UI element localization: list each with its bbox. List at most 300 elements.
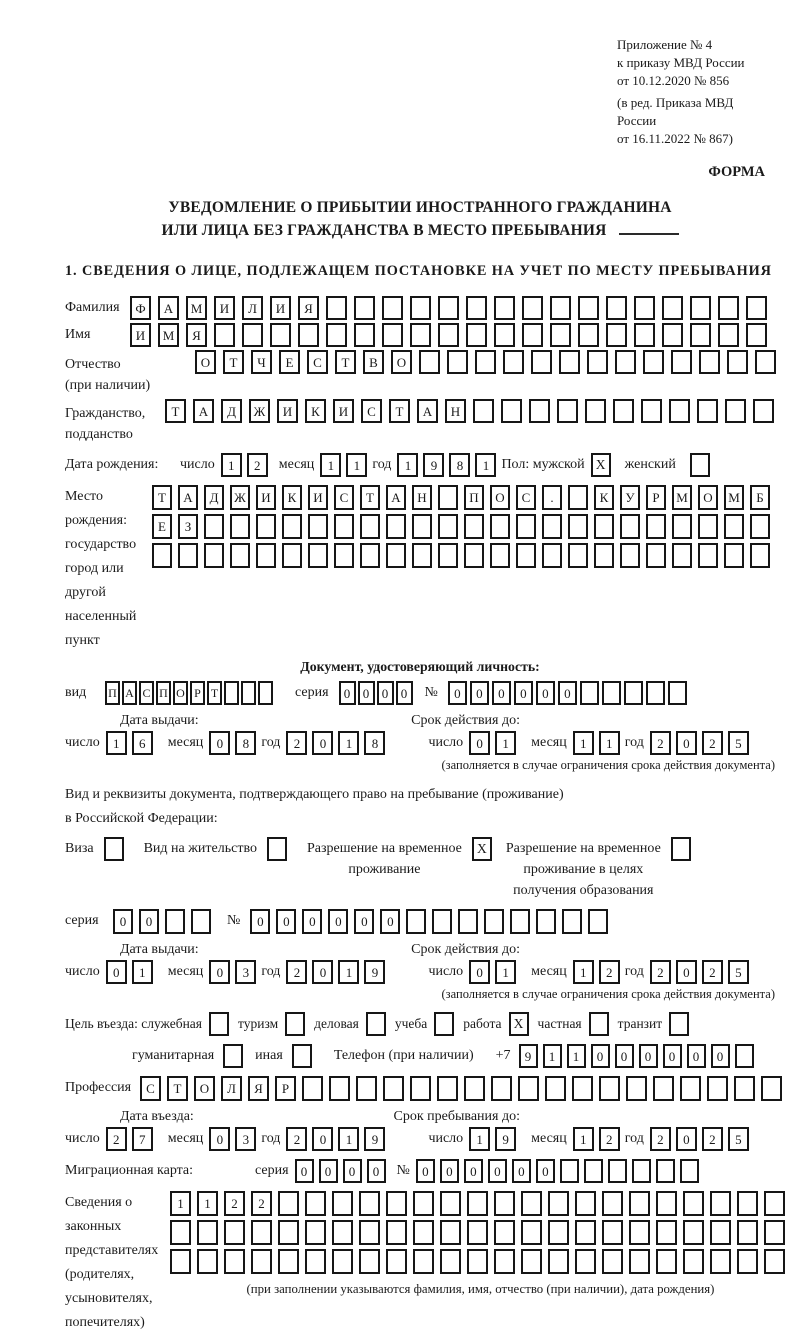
char-cell[interactable]: 5 — [728, 960, 749, 984]
char-cell[interactable] — [734, 1076, 755, 1101]
char-cell[interactable] — [578, 296, 599, 320]
char-cell[interactable]: К — [282, 485, 302, 510]
char-cell[interactable]: 1 — [573, 960, 594, 984]
char-cell[interactable]: Ж — [249, 399, 270, 423]
char-cell[interactable] — [464, 543, 484, 568]
char-cell[interactable] — [542, 543, 562, 568]
char-cell[interactable] — [501, 399, 522, 423]
char-cell[interactable]: Е — [152, 514, 172, 539]
char-cell[interactable] — [466, 323, 487, 347]
char-cell[interactable] — [191, 909, 211, 934]
char-cell[interactable] — [256, 543, 276, 568]
char-cell[interactable] — [165, 909, 185, 934]
char-cell[interactable] — [562, 909, 582, 934]
char-cell[interactable] — [360, 543, 380, 568]
char-cell[interactable]: 0 — [139, 909, 159, 934]
char-cell[interactable] — [413, 1249, 434, 1274]
entry-day-cells[interactable] — [106, 1127, 158, 1151]
permit-series-cells[interactable] — [113, 909, 217, 934]
char-cell[interactable] — [412, 543, 432, 568]
char-cell[interactable]: К — [305, 399, 326, 423]
sex-female-checkbox[interactable] — [690, 453, 710, 477]
purpose-tourism-checkbox[interactable] — [285, 1012, 305, 1036]
char-cell[interactable] — [334, 543, 354, 568]
doc-issue-year-cells[interactable] — [286, 731, 390, 755]
char-cell[interactable] — [516, 543, 536, 568]
char-cell[interactable] — [707, 1076, 728, 1101]
char-cell[interactable]: 0 — [113, 909, 133, 934]
char-cell[interactable]: Я — [248, 1076, 269, 1101]
char-cell[interactable]: 0 — [380, 909, 400, 934]
char-cell[interactable] — [518, 1076, 539, 1101]
char-cell[interactable] — [282, 514, 302, 539]
char-cell[interactable] — [680, 1076, 701, 1101]
char-cell[interactable]: 0 — [639, 1044, 658, 1068]
char-cell[interactable] — [710, 1220, 731, 1245]
char-cell[interactable] — [383, 1076, 404, 1101]
permit-issue-year-cells[interactable] — [286, 960, 390, 984]
char-cell[interactable] — [753, 399, 774, 423]
doc-valid-year-cells[interactable] — [650, 731, 754, 755]
char-cell[interactable] — [599, 1076, 620, 1101]
char-cell[interactable]: 0 — [470, 681, 489, 705]
char-cell[interactable]: Т — [360, 485, 380, 510]
char-cell[interactable]: 0 — [676, 960, 697, 984]
char-cell[interactable] — [690, 296, 711, 320]
char-cell[interactable] — [440, 1220, 461, 1245]
char-cell[interactable]: 0 — [536, 681, 555, 705]
char-cell[interactable] — [536, 909, 556, 934]
char-cell[interactable] — [683, 1191, 704, 1216]
char-cell[interactable]: Р — [190, 681, 205, 705]
char-cell[interactable]: 0 — [464, 1159, 483, 1183]
char-cell[interactable] — [382, 323, 403, 347]
char-cell[interactable] — [170, 1220, 191, 1245]
char-cell[interactable] — [620, 514, 640, 539]
char-cell[interactable] — [710, 1191, 731, 1216]
char-cell[interactable]: М — [724, 485, 744, 510]
char-cell[interactable]: 0 — [339, 681, 356, 705]
char-cell[interactable] — [672, 543, 692, 568]
char-cell[interactable]: П — [156, 681, 171, 705]
char-cell[interactable] — [737, 1220, 758, 1245]
char-cell[interactable]: 1 — [543, 1044, 562, 1068]
char-cell[interactable] — [653, 1076, 674, 1101]
temp-permit-edu-checkbox[interactable] — [671, 837, 691, 861]
char-cell[interactable] — [224, 1249, 245, 1274]
char-cell[interactable] — [490, 514, 510, 539]
char-cell[interactable]: 3 — [235, 960, 256, 984]
char-cell[interactable]: П — [105, 681, 120, 705]
char-cell[interactable]: А — [193, 399, 214, 423]
char-cell[interactable]: 8 — [364, 731, 385, 755]
char-cell[interactable]: 0 — [295, 1159, 314, 1183]
char-cell[interactable] — [669, 399, 690, 423]
char-cell[interactable]: 9 — [364, 960, 385, 984]
char-cell[interactable]: 0 — [448, 681, 467, 705]
char-cell[interactable] — [746, 296, 767, 320]
char-cell[interactable] — [602, 1249, 623, 1274]
stay-month-cells[interactable] — [573, 1127, 625, 1151]
char-cell[interactable] — [671, 350, 692, 374]
char-cell[interactable] — [432, 909, 452, 934]
char-cell[interactable] — [725, 399, 746, 423]
char-cell[interactable] — [683, 1220, 704, 1245]
char-cell[interactable] — [386, 543, 406, 568]
char-cell[interactable] — [484, 909, 504, 934]
char-cell[interactable] — [503, 350, 524, 374]
char-cell[interactable]: 2 — [599, 960, 620, 984]
char-cell[interactable] — [282, 543, 302, 568]
char-cell[interactable] — [326, 323, 347, 347]
char-cell[interactable]: 2 — [286, 731, 307, 755]
char-cell[interactable] — [672, 514, 692, 539]
given-name-cells[interactable] — [130, 323, 774, 347]
char-cell[interactable]: 1 — [197, 1191, 218, 1216]
char-cell[interactable]: 5 — [728, 731, 749, 755]
char-cell[interactable] — [359, 1191, 380, 1216]
char-cell[interactable] — [572, 1076, 593, 1101]
char-cell[interactable]: 1 — [346, 453, 367, 477]
char-cell[interactable]: Н — [445, 399, 466, 423]
char-cell[interactable] — [359, 1220, 380, 1245]
char-cell[interactable] — [575, 1191, 596, 1216]
char-cell[interactable] — [594, 543, 614, 568]
doc-issue-month-cells[interactable] — [209, 731, 261, 755]
char-cell[interactable] — [737, 1249, 758, 1274]
profession-cells[interactable] — [140, 1076, 788, 1101]
char-cell[interactable]: Т — [389, 399, 410, 423]
char-cell[interactable] — [724, 543, 744, 568]
char-cell[interactable] — [568, 514, 588, 539]
char-cell[interactable] — [548, 1220, 569, 1245]
patronymic-cells[interactable] — [195, 350, 783, 374]
char-cell[interactable] — [608, 1159, 627, 1183]
char-cell[interactable]: 3 — [235, 1127, 256, 1151]
char-cell[interactable]: Т — [152, 485, 172, 510]
purpose-other-checkbox[interactable] — [292, 1044, 312, 1068]
char-cell[interactable] — [521, 1191, 542, 1216]
char-cell[interactable] — [602, 1220, 623, 1245]
char-cell[interactable] — [656, 1249, 677, 1274]
char-cell[interactable] — [568, 543, 588, 568]
char-cell[interactable] — [494, 1220, 515, 1245]
char-cell[interactable]: 0 — [536, 1159, 555, 1183]
char-cell[interactable]: 9 — [364, 1127, 385, 1151]
char-cell[interactable] — [710, 1249, 731, 1274]
char-cell[interactable] — [278, 1220, 299, 1245]
char-cell[interactable] — [440, 1249, 461, 1274]
permit-number-cells[interactable] — [250, 909, 614, 934]
char-cell[interactable] — [683, 1249, 704, 1274]
char-cell[interactable] — [624, 681, 643, 705]
char-cell[interactable] — [308, 543, 328, 568]
char-cell[interactable]: 0 — [687, 1044, 706, 1068]
char-cell[interactable] — [170, 1249, 191, 1274]
char-cell[interactable] — [251, 1249, 272, 1274]
char-cell[interactable]: 0 — [512, 1159, 531, 1183]
char-cell[interactable] — [516, 514, 536, 539]
reps-cells-row-2[interactable] — [170, 1220, 791, 1245]
char-cell[interactable] — [382, 296, 403, 320]
char-cell[interactable]: 8 — [449, 453, 470, 477]
char-cell[interactable] — [646, 681, 665, 705]
temp-permit-checkbox[interactable]: X — [472, 837, 492, 861]
char-cell[interactable]: 6 — [132, 731, 153, 755]
char-cell[interactable] — [410, 296, 431, 320]
char-cell[interactable] — [764, 1191, 785, 1216]
char-cell[interactable]: В — [363, 350, 384, 374]
char-cell[interactable] — [521, 1249, 542, 1274]
char-cell[interactable]: 0 — [209, 960, 230, 984]
char-cell[interactable]: А — [158, 296, 179, 320]
char-cell[interactable] — [406, 909, 426, 934]
char-cell[interactable] — [656, 1220, 677, 1245]
char-cell[interactable] — [668, 681, 687, 705]
char-cell[interactable]: У — [620, 485, 640, 510]
char-cell[interactable]: 0 — [676, 731, 697, 755]
char-cell[interactable]: Н — [412, 485, 432, 510]
char-cell[interactable]: 0 — [328, 909, 348, 934]
char-cell[interactable] — [230, 514, 250, 539]
char-cell[interactable] — [354, 323, 375, 347]
char-cell[interactable] — [438, 296, 459, 320]
char-cell[interactable] — [557, 399, 578, 423]
char-cell[interactable] — [419, 350, 440, 374]
char-cell[interactable]: 0 — [676, 1127, 697, 1151]
char-cell[interactable] — [329, 1076, 350, 1101]
stay-day-cells[interactable] — [469, 1127, 521, 1151]
citizenship-cells[interactable] — [165, 399, 781, 423]
char-cell[interactable] — [602, 1191, 623, 1216]
pob-cells-row-2[interactable] — [152, 514, 776, 539]
char-cell[interactable]: 1 — [495, 960, 516, 984]
char-cell[interactable] — [656, 1159, 675, 1183]
doc-issue-day-cells[interactable] — [106, 731, 158, 755]
char-cell[interactable] — [568, 485, 588, 510]
char-cell[interactable]: 2 — [702, 731, 723, 755]
char-cell[interactable]: 8 — [235, 731, 256, 755]
char-cell[interactable] — [634, 296, 655, 320]
char-cell[interactable] — [256, 514, 276, 539]
char-cell[interactable] — [646, 543, 666, 568]
char-cell[interactable] — [438, 323, 459, 347]
char-cell[interactable]: 0 — [358, 681, 375, 705]
char-cell[interactable]: Т — [165, 399, 186, 423]
doc-kind-cells[interactable] — [105, 681, 275, 705]
char-cell[interactable]: 2 — [650, 960, 671, 984]
migcard-series-cells[interactable] — [295, 1159, 391, 1183]
char-cell[interactable]: 2 — [650, 731, 671, 755]
char-cell[interactable] — [467, 1191, 488, 1216]
char-cell[interactable]: 0 — [209, 1127, 230, 1151]
char-cell[interactable]: И — [277, 399, 298, 423]
char-cell[interactable]: Ч — [251, 350, 272, 374]
char-cell[interactable]: 2 — [286, 960, 307, 984]
char-cell[interactable] — [594, 514, 614, 539]
purpose-official-checkbox[interactable] — [209, 1012, 229, 1036]
char-cell[interactable]: И — [130, 323, 151, 347]
char-cell[interactable] — [522, 296, 543, 320]
char-cell[interactable]: 1 — [170, 1191, 191, 1216]
doc-valid-month-cells[interactable] — [573, 731, 625, 755]
char-cell[interactable] — [662, 323, 683, 347]
char-cell[interactable]: Ж — [230, 485, 250, 510]
char-cell[interactable]: 0 — [591, 1044, 610, 1068]
char-cell[interactable]: 2 — [702, 960, 723, 984]
char-cell[interactable]: 0 — [615, 1044, 634, 1068]
char-cell[interactable]: 0 — [319, 1159, 338, 1183]
char-cell[interactable] — [466, 296, 487, 320]
char-cell[interactable]: А — [417, 399, 438, 423]
birth-day-cells[interactable] — [221, 453, 273, 477]
char-cell[interactable]: О — [391, 350, 412, 374]
char-cell[interactable]: Т — [207, 681, 222, 705]
char-cell[interactable] — [251, 1220, 272, 1245]
char-cell[interactable]: М — [672, 485, 692, 510]
purpose-transit-checkbox[interactable] — [669, 1012, 689, 1036]
char-cell[interactable] — [626, 1076, 647, 1101]
char-cell[interactable] — [278, 1191, 299, 1216]
char-cell[interactable] — [629, 1191, 650, 1216]
char-cell[interactable]: Я — [298, 296, 319, 320]
char-cell[interactable]: С — [140, 1076, 161, 1101]
char-cell[interactable] — [438, 514, 458, 539]
char-cell[interactable]: М — [186, 296, 207, 320]
char-cell[interactable]: И — [214, 296, 235, 320]
char-cell[interactable]: 0 — [416, 1159, 435, 1183]
char-cell[interactable]: А — [386, 485, 406, 510]
char-cell[interactable] — [494, 323, 515, 347]
char-cell[interactable] — [494, 1191, 515, 1216]
char-cell[interactable]: О — [173, 681, 188, 705]
char-cell[interactable] — [178, 543, 198, 568]
char-cell[interactable] — [447, 350, 468, 374]
char-cell[interactable] — [585, 399, 606, 423]
char-cell[interactable]: О — [698, 485, 718, 510]
char-cell[interactable] — [643, 350, 664, 374]
purpose-study-checkbox[interactable] — [434, 1012, 454, 1036]
char-cell[interactable] — [606, 296, 627, 320]
char-cell[interactable] — [588, 909, 608, 934]
char-cell[interactable]: Т — [167, 1076, 188, 1101]
char-cell[interactable] — [356, 1076, 377, 1101]
permit-issue-month-cells[interactable] — [209, 960, 261, 984]
char-cell[interactable] — [437, 1076, 458, 1101]
char-cell[interactable] — [214, 323, 235, 347]
char-cell[interactable]: 0 — [354, 909, 374, 934]
char-cell[interactable] — [690, 323, 711, 347]
char-cell[interactable]: 1 — [599, 731, 620, 755]
char-cell[interactable] — [494, 1249, 515, 1274]
char-cell[interactable] — [580, 681, 599, 705]
char-cell[interactable]: 1 — [320, 453, 341, 477]
char-cell[interactable]: Р — [275, 1076, 296, 1101]
surname-cells[interactable] — [130, 296, 774, 320]
char-cell[interactable]: И — [270, 296, 291, 320]
char-cell[interactable]: 0 — [276, 909, 296, 934]
char-cell[interactable]: С — [361, 399, 382, 423]
purpose-business-checkbox[interactable] — [366, 1012, 386, 1036]
entry-month-cells[interactable] — [209, 1127, 261, 1151]
entry-year-cells[interactable] — [286, 1127, 390, 1151]
char-cell[interactable]: Д — [204, 485, 224, 510]
char-cell[interactable]: 0 — [711, 1044, 730, 1068]
char-cell[interactable] — [632, 1159, 651, 1183]
char-cell[interactable] — [386, 514, 406, 539]
char-cell[interactable]: 9 — [519, 1044, 538, 1068]
char-cell[interactable]: 1 — [397, 453, 418, 477]
char-cell[interactable] — [755, 350, 776, 374]
char-cell[interactable] — [578, 323, 599, 347]
char-cell[interactable] — [410, 323, 431, 347]
char-cell[interactable]: С — [334, 485, 354, 510]
char-cell[interactable] — [550, 323, 571, 347]
char-cell[interactable] — [475, 350, 496, 374]
char-cell[interactable] — [386, 1191, 407, 1216]
char-cell[interactable]: 0 — [377, 681, 394, 705]
stay-year-cells[interactable] — [650, 1127, 754, 1151]
char-cell[interactable] — [620, 543, 640, 568]
reps-cells-row-1[interactable] — [170, 1191, 791, 1216]
char-cell[interactable] — [646, 514, 666, 539]
char-cell[interactable] — [332, 1220, 353, 1245]
char-cell[interactable]: 0 — [312, 960, 333, 984]
doc-series-cells[interactable] — [339, 681, 415, 705]
char-cell[interactable]: 2 — [650, 1127, 671, 1151]
char-cell[interactable]: П — [464, 485, 484, 510]
char-cell[interactable]: 0 — [469, 960, 490, 984]
char-cell[interactable] — [697, 399, 718, 423]
char-cell[interactable] — [560, 1159, 579, 1183]
char-cell[interactable] — [698, 514, 718, 539]
char-cell[interactable]: Я — [186, 323, 207, 347]
char-cell[interactable]: С — [307, 350, 328, 374]
char-cell[interactable] — [542, 514, 562, 539]
char-cell[interactable]: 1 — [338, 1127, 359, 1151]
char-cell[interactable]: 9 — [423, 453, 444, 477]
reps-cells-row-3[interactable] — [170, 1249, 791, 1274]
char-cell[interactable] — [761, 1076, 782, 1101]
char-cell[interactable] — [224, 681, 239, 705]
char-cell[interactable] — [440, 1191, 461, 1216]
char-cell[interactable] — [737, 1191, 758, 1216]
char-cell[interactable] — [634, 323, 655, 347]
char-cell[interactable]: С — [516, 485, 536, 510]
char-cell[interactable] — [545, 1076, 566, 1101]
char-cell[interactable] — [204, 543, 224, 568]
char-cell[interactable]: 1 — [573, 731, 594, 755]
char-cell[interactable]: 0 — [663, 1044, 682, 1068]
char-cell[interactable] — [467, 1220, 488, 1245]
phone-cells[interactable] — [519, 1044, 759, 1068]
char-cell[interactable]: О — [490, 485, 510, 510]
char-cell[interactable]: Д — [221, 399, 242, 423]
char-cell[interactable]: 1 — [132, 960, 153, 984]
permit-valid-month-cells[interactable] — [573, 960, 625, 984]
doc-valid-day-cells[interactable] — [469, 731, 521, 755]
permit-valid-day-cells[interactable] — [469, 960, 521, 984]
char-cell[interactable] — [559, 350, 580, 374]
char-cell[interactable] — [412, 514, 432, 539]
pob-cells-row-3[interactable] — [152, 543, 776, 568]
char-cell[interactable] — [410, 1076, 431, 1101]
char-cell[interactable]: А — [122, 681, 137, 705]
purpose-humanitarian-checkbox[interactable] — [223, 1044, 243, 1068]
char-cell[interactable]: 1 — [573, 1127, 594, 1151]
visa-checkbox[interactable] — [104, 837, 124, 861]
doc-number-cells[interactable] — [448, 681, 690, 705]
